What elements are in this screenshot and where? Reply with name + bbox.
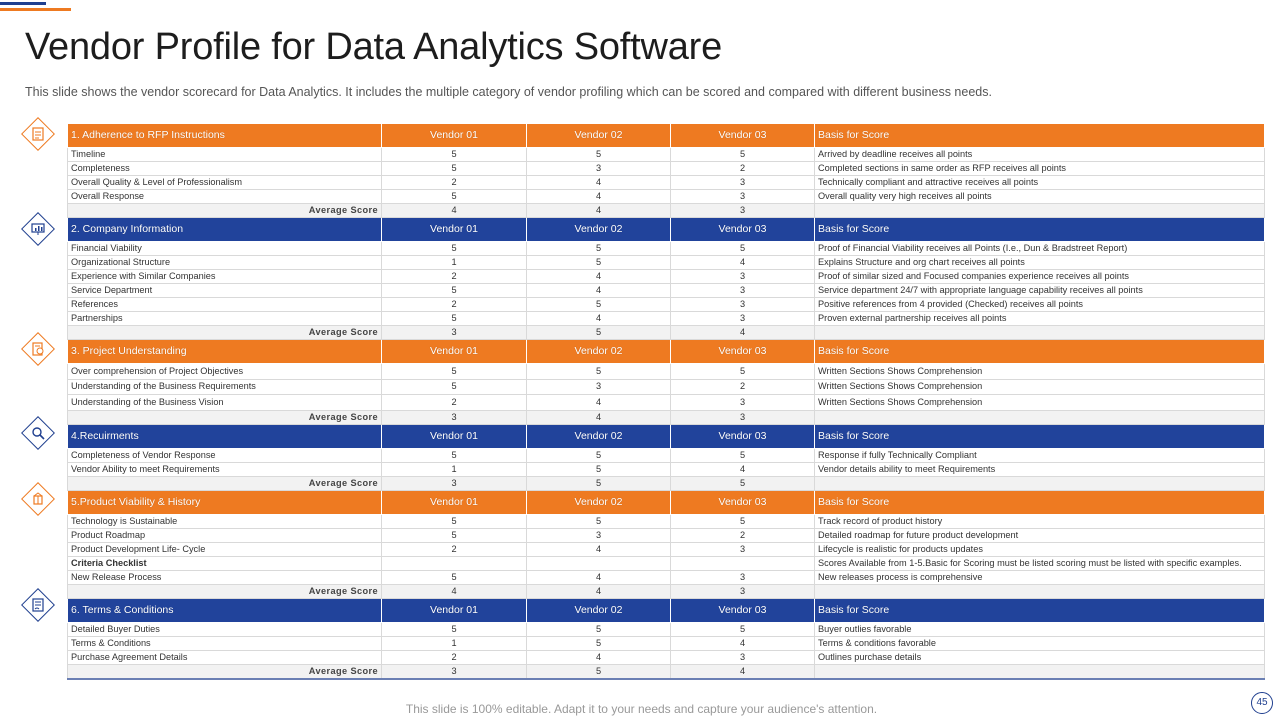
score-cell: 2 [382,542,527,556]
section-title: 2. Company Information [68,218,382,242]
criterion-cell: Understanding of the Business Vision [68,395,382,411]
score-cell: 5 [382,364,527,380]
basis-cell: Detailed roadmap for future product development [815,528,1265,542]
score-cell: 4 [527,284,671,298]
criterion-cell: Understanding of the Business Requirements [68,379,382,395]
page-title: Vendor Profile for Data Analytics Software [25,26,723,68]
score-cell: 4 [527,542,671,556]
table-row [68,242,1265,256]
average-basis-cell [815,476,1265,490]
score-cell: 5 [382,448,527,462]
score-cell: 4 [527,176,671,190]
average-score-cell: 4 [527,410,671,424]
basis-cell: Proof of similar sized and Focused companies experience receives all points [815,270,1265,284]
average-score-cell: 4 [527,204,671,218]
basis-header: Basis for Score [815,490,1265,514]
section-header-row [68,598,1265,622]
basis-cell: Written Sections Shows Comprehension [815,395,1265,411]
table-row [68,256,1265,270]
score-cell: 1 [382,256,527,270]
score-cell: 4 [671,636,815,650]
average-score-cell: 5 [671,476,815,490]
accent-bar-orange [0,8,71,11]
vendor-header: Vendor 03 [671,490,815,514]
score-cell [527,556,671,570]
page-number: 45 [1251,692,1273,714]
average-score-label: Average Score [68,664,382,679]
accent-bar-blue [0,2,46,5]
score-cell: 5 [527,148,671,162]
score-cell: 5 [527,364,671,380]
score-cell: 3 [671,570,815,584]
average-score-label: Average Score [68,584,382,598]
score-cell: 4 [527,570,671,584]
score-cell: 5 [382,312,527,326]
vendor-header: Vendor 01 [382,218,527,242]
average-score-row [68,204,1265,218]
score-cell: 5 [527,298,671,312]
basis-cell: Response if fully Technically Compliant [815,448,1265,462]
score-cell: 5 [527,256,671,270]
criterion-cell: Technology is Sustainable [68,514,382,528]
table-row [68,636,1265,650]
table-row [68,364,1265,380]
criterion-cell: Vendor Ability to meet Requirements [68,462,382,476]
average-score-cell: 3 [382,664,527,679]
score-cell: 2 [382,176,527,190]
score-cell: 5 [527,636,671,650]
score-cell: 5 [382,379,527,395]
basis-cell: Scores Available from 1-5.Basic for Scoring must be listed scoring must be listed with specific examples. [815,556,1265,570]
basis-cell: Positive references from 4 provided (Checked) receives all points [815,298,1265,312]
average-score-cell: 4 [671,326,815,340]
score-cell: 5 [527,514,671,528]
section-icons [18,115,62,635]
score-cell: 5 [382,284,527,298]
basis-header: Basis for Score [815,218,1265,242]
criterion-cell: Terms & Conditions [68,636,382,650]
table-row [68,542,1265,556]
basis-header: Basis for Score [815,340,1265,364]
average-basis-cell [815,664,1265,679]
score-cell: 3 [671,542,815,556]
table-row [68,528,1265,542]
average-score-cell: 3 [382,410,527,424]
scorecard-body [68,124,1265,679]
score-cell: 5 [382,148,527,162]
average-score-cell: 4 [527,584,671,598]
vendor-header: Vendor 02 [527,340,671,364]
contract-document-icon [22,589,54,621]
score-cell: 4 [527,190,671,204]
criterion-cell: Overall Quality & Level of Professionalism [68,176,382,190]
score-cell: 5 [671,148,815,162]
score-cell: 5 [382,190,527,204]
score-cell: 5 [527,242,671,256]
score-cell: 3 [671,395,815,411]
basis-cell: Vendor details ability to meet Requirements [815,462,1265,476]
table-row [68,270,1265,284]
score-cell: 5 [382,528,527,542]
search-magnifier-icon [22,417,54,449]
footer-note: This slide is 100% editable. Adapt it to your needs and capture your audience's attention. [405,702,878,716]
criterion-cell: Detailed Buyer Duties [68,622,382,636]
vendor-header: Vendor 01 [382,598,527,622]
vendor-header: Vendor 01 [382,340,527,364]
score-cell: 3 [527,162,671,176]
basis-cell: Arrived by deadline receives all points [815,148,1265,162]
score-cell [382,556,527,570]
basis-cell: Track record of product history [815,514,1265,528]
score-cell: 3 [671,650,815,664]
basis-cell: Terms & conditions favorable [815,636,1265,650]
score-cell: 5 [671,448,815,462]
average-score-cell: 3 [671,204,815,218]
basis-header: Basis for Score [815,124,1265,148]
score-cell: 5 [671,622,815,636]
criterion-cell: Product Roadmap [68,528,382,542]
vendor-header: Vendor 02 [527,598,671,622]
score-cell: 3 [527,528,671,542]
average-score-label: Average Score [68,410,382,424]
section-title: 5.Product Viability & History [68,490,382,514]
criterion-cell: References [68,298,382,312]
criterion-cell: Product Development Life- Cycle [68,542,382,556]
score-cell: 5 [671,242,815,256]
section-header-row [68,340,1265,364]
section-header-row [68,124,1265,148]
vendor-header: Vendor 02 [527,124,671,148]
vendor-header: Vendor 02 [527,424,671,448]
table-row [68,148,1265,162]
criterion-cell: Completeness of Vendor Response [68,448,382,462]
average-score-cell: 4 [671,664,815,679]
average-score-row [68,410,1265,424]
page-subtitle: This slide shows the vendor scorecard for Data Analytics. It includes the multiple category of vendor profiling which can be scored and compared with different business needs. [25,85,992,99]
average-score-row [68,326,1265,340]
score-cell: 4 [527,270,671,284]
criterion-cell: Financial Viability [68,242,382,256]
average-score-cell: 4 [382,204,527,218]
vendor-header: Vendor 02 [527,218,671,242]
average-score-cell: 4 [382,584,527,598]
vendor-header: Vendor 03 [671,598,815,622]
section-header-row [68,490,1265,514]
score-cell: 3 [671,270,815,284]
average-score-row [68,476,1265,490]
average-score-cell: 3 [671,584,815,598]
section-header-row [68,424,1265,448]
score-cell: 5 [527,622,671,636]
criterion-cell: Purchase Agreement Details [68,650,382,664]
criterion-cell: Timeline [68,148,382,162]
score-cell: 3 [671,312,815,326]
table-row [68,190,1265,204]
vendor-scorecard-table [67,123,1265,680]
score-cell: 3 [671,284,815,298]
basis-cell: Written Sections Shows Comprehension [815,379,1265,395]
criterion-cell: Organizational Structure [68,256,382,270]
section-title: 4.Recuirments [68,424,382,448]
score-cell: 4 [671,462,815,476]
basis-header: Basis for Score [815,424,1265,448]
basis-cell: Lifecycle is realistic for products updates [815,542,1265,556]
average-score-label: Average Score [68,204,382,218]
score-cell: 2 [671,379,815,395]
table-row [68,462,1265,476]
table-row [68,379,1265,395]
average-score-cell: 3 [382,326,527,340]
criterion-cell: Overall Response [68,190,382,204]
table-row [68,556,1265,570]
document-checklist-icon [22,118,54,150]
score-cell: 5 [382,242,527,256]
vendor-header: Vendor 01 [382,424,527,448]
score-cell: 5 [382,570,527,584]
score-cell: 4 [527,312,671,326]
average-score-row [68,584,1265,598]
vendor-header: Vendor 03 [671,218,815,242]
vendor-header: Vendor 01 [382,490,527,514]
basis-cell: Written Sections Shows Comprehension [815,364,1265,380]
basis-cell: Completed sections in same order as RFP receives all points [815,162,1265,176]
average-basis-cell [815,204,1265,218]
basis-cell: Service department 24/7 with appropriate language capability receives all points [815,284,1265,298]
vendor-header: Vendor 01 [382,124,527,148]
section-title: 6. Terms & Conditions [68,598,382,622]
average-score-cell: 5 [527,664,671,679]
score-cell: 5 [382,514,527,528]
score-cell: 2 [382,650,527,664]
basis-cell: Proof of Financial Viability receives all Points (I.e., Dun & Bradstreet Report) [815,242,1265,256]
basis-cell: Explains Structure and org chart receives all points [815,256,1265,270]
basis-header: Basis for Score [815,598,1265,622]
criterion-cell: Experience with Similar Companies [68,270,382,284]
average-score-cell: 5 [527,326,671,340]
score-cell: 4 [671,256,815,270]
table-row [68,176,1265,190]
average-score-label: Average Score [68,326,382,340]
product-box-icon [22,483,54,515]
criterion-cell: Criteria Checklist [68,556,382,570]
average-score-cell: 5 [527,476,671,490]
score-cell: 2 [382,395,527,411]
score-cell: 3 [527,379,671,395]
average-basis-cell [815,326,1265,340]
score-cell: 5 [527,448,671,462]
basis-cell: Overall quality very high receives all points [815,190,1265,204]
criterion-cell: New Release Process [68,570,382,584]
table-row [68,284,1265,298]
score-cell: 5 [382,162,527,176]
average-score-cell: 3 [382,476,527,490]
score-cell: 2 [382,298,527,312]
table-row [68,448,1265,462]
basis-cell: Outlines purchase details [815,650,1265,664]
criterion-cell: Completeness [68,162,382,176]
score-cell: 1 [382,462,527,476]
score-cell [671,556,815,570]
table-row [68,570,1265,584]
section-title: 3. Project Understanding [68,340,382,364]
score-cell: 2 [671,528,815,542]
average-score-label: Average Score [68,476,382,490]
table-row [68,162,1265,176]
score-cell: 3 [671,176,815,190]
basis-cell: Proven external partnership receives all points [815,312,1265,326]
section-title: 1. Adherence to RFP Instructions [68,124,382,148]
score-cell: 4 [527,650,671,664]
basis-cell: New releases process is comprehensive [815,570,1265,584]
score-cell: 5 [382,622,527,636]
score-cell: 3 [671,190,815,204]
table-row [68,622,1265,636]
score-cell: 5 [527,462,671,476]
vendor-header: Vendor 03 [671,124,815,148]
vendor-header: Vendor 03 [671,340,815,364]
criterion-cell: Over comprehension of Project Objectives [68,364,382,380]
average-score-cell: 3 [671,410,815,424]
criterion-cell: Service Department [68,284,382,298]
average-score-row [68,664,1265,679]
table-row [68,395,1265,411]
vendor-header: Vendor 02 [527,490,671,514]
vendor-header: Vendor 03 [671,424,815,448]
table-row [68,514,1265,528]
section-header-row [68,218,1265,242]
average-basis-cell [815,410,1265,424]
score-cell: 1 [382,636,527,650]
score-cell: 5 [671,514,815,528]
project-document-icon [22,333,54,365]
basis-cell: Buyer outlies favorable [815,622,1265,636]
score-cell: 4 [527,395,671,411]
criterion-cell: Partnerships [68,312,382,326]
analytics-presentation-icon [22,213,54,245]
basis-cell: Technically compliant and attractive receives all points [815,176,1265,190]
score-cell: 5 [671,364,815,380]
table-row [68,650,1265,664]
table-row [68,312,1265,326]
score-cell: 2 [382,270,527,284]
average-basis-cell [815,584,1265,598]
score-cell: 2 [671,162,815,176]
table-row [68,298,1265,312]
score-cell: 3 [671,298,815,312]
